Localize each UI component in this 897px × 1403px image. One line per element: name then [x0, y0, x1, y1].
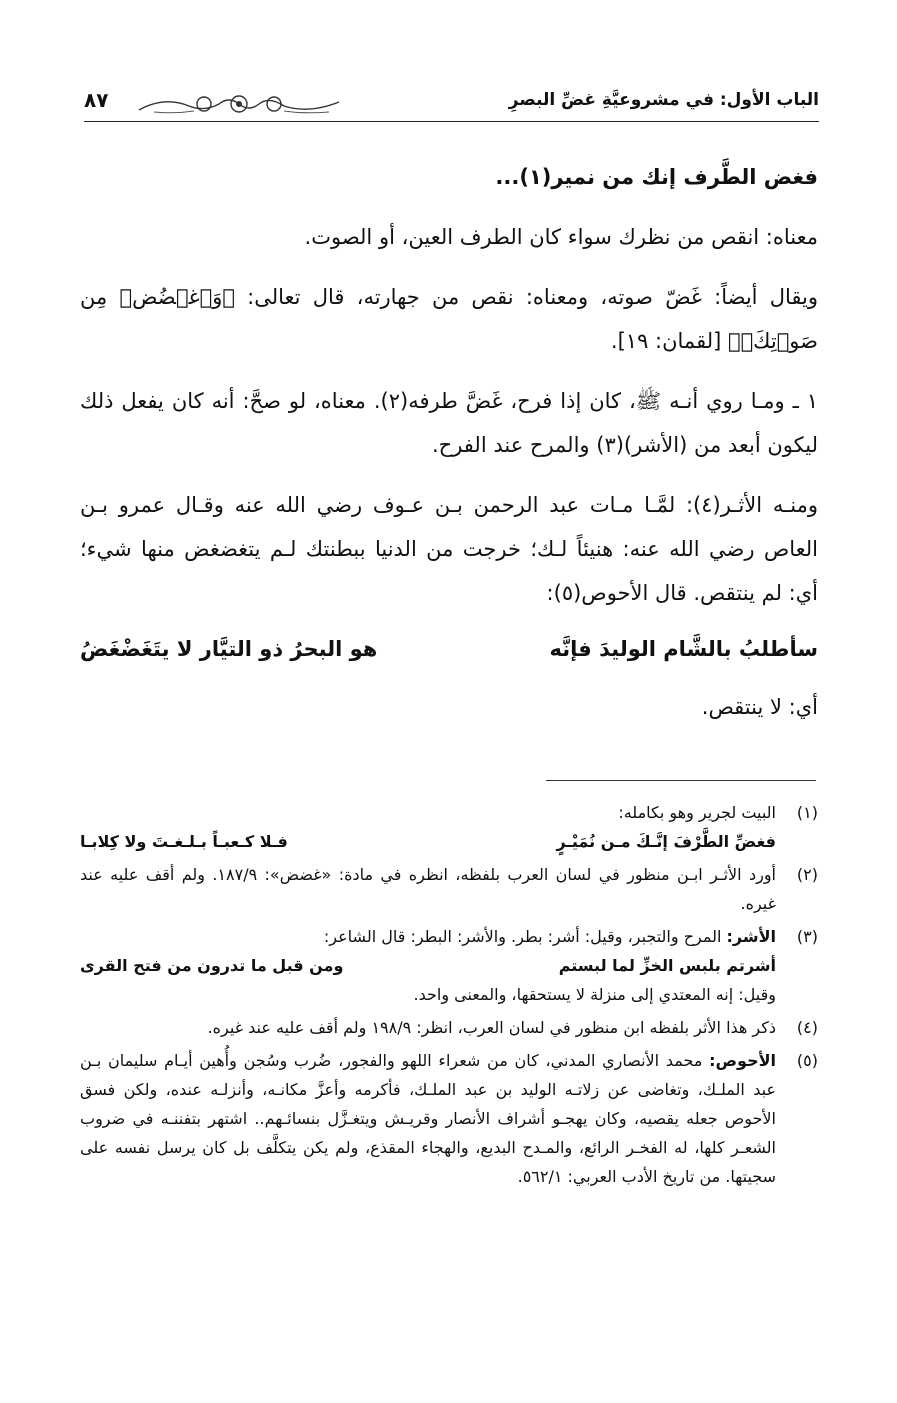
paragraph: معناه: انقص من نظرك سواء كان الطرف العين، أو الصوت. [304, 225, 818, 249]
opening-verse-line: فغض الطَّرف إنك من نمير(١)... [495, 165, 818, 189]
footnote-number: (٢) [796, 865, 818, 884]
verse-first-hemistich: فغضِّ الطَّرْفَ إنَّـكَ مـن نُمَيْـرٍ [556, 832, 776, 851]
paragraph: ومنـه الأثـر(٤): لمَّـا مـات عبد الرحمن بـن عـوف رضي الله عنه وقـال عمرو بـن العاص رضي الله عنه: هنيئاً لـك؛ خرجت من الدنيا ببطنتك لـم يتغضغض منها شيء؛ أي: لم ينتقص. قال الأحوص(٥): [80, 493, 818, 605]
footnote-number: (٣) [796, 927, 818, 946]
paragraph: ويقال أيضاً: غَضّ صوته، ومعناه: نقص من جهارته، قال تعالى: ﴿وَٱغۡضُضۡ مِن صَوۡتِكَۚ﴾ [لقمان: ١٩]. [80, 285, 818, 353]
verse-second-hemistich: فـلا كـعبـاً بـلـغـتَ ولا كِلابـا [80, 832, 288, 851]
page-header [84, 82, 819, 122]
footnote [80, 922, 818, 1009]
footnote-text: البيت لجرير وهو بكامله: [618, 803, 776, 822]
footnote-term: الأشر: [726, 927, 776, 946]
footnote-verse [80, 827, 776, 856]
verse-second-hemistich: هو البحرُ ذو التيَّار لا يتَغَضْغَضُ [80, 637, 378, 661]
footnote-number: (٥) [796, 1051, 818, 1070]
footnote-text: ذكر هذا الأثر بلفظه ابن منظور في لسان العرب، انظر: ١٩٨/٩ ولم أقف عليه عند غيره. [207, 1018, 776, 1037]
running-title: الباب الأول: في مشروعيَّةِ غضِّ البصرِ [508, 90, 819, 110]
main-text [80, 155, 818, 729]
verse-first-hemistich: أشرتم بلبس الخزِّ لما لبستم [558, 956, 776, 975]
header-divider [84, 121, 819, 122]
footnote-divider [546, 780, 816, 781]
poem-verse [80, 627, 818, 671]
footnote [80, 798, 818, 856]
footnotes [80, 798, 818, 1195]
footnote-text: محمد الأنصاري المدني، كان من شعراء اللهو والفجور، ضُرب وسُجن وأُهين أيـام سليمان بـن عبد الملـك، وتغاضى عن زلاتـه الوليد بن عبد الملـك، فأكرمه وأعزَّ مكانـه، وأنزلـه عنده، ولكن فسق الأحوص جعله يقصيه، وكان يهجـو أشراف الأنصار وقريـش ويتغـزَّل بنسائـهم.. اشتهر بتفننـه في ضروب الشعـر كلها، له الفخـر الرائع، والمـدح البديع، والهجاء المقذع، ولم يكن يتكلَّف بل كان يرسل نفسه على سجيتها. من تاريخ الأدب العربي: ٥٦٢/١. [80, 1051, 776, 1186]
footnote-number: (١) [796, 803, 818, 822]
ornament-icon [134, 92, 344, 116]
verse-second-hemistich: ومن قبل ما تدرون من فتح القرى [80, 956, 344, 975]
footnote-verse [80, 951, 776, 980]
paragraph: ١ ـ ومـا روي أنـه ﷺ، كان إذا فرح، غَضَّ طرفه(٢). معناه، لو صحَّ: أنه كان يفعل ذلك ليكون أبعد من (الأشر)(٣) والمرح عند الفرح. [80, 389, 818, 457]
footnote [80, 1046, 818, 1191]
footnote [80, 1013, 818, 1042]
verse-first-hemistich: سأطلبُ بالشَّام الوليدَ فإنَّه [549, 637, 818, 661]
page-number: ٨٧ [84, 88, 109, 112]
footnote [80, 860, 818, 918]
footnote-number: (٤) [796, 1018, 818, 1037]
footnote-text: أورد الأثـر ابـن منظور في لسان العرب بلفظه، انظره في مادة: «غضض»: ١٨٧/٩. ولم أقف عليه عند غيره. [80, 865, 776, 913]
footnote-text: وقيل: إنه المعتدي إلى منزلة لا يستحقها، والمعنى واحد. [413, 985, 776, 1004]
footnote-text: المرح والتجبر، وقيل: أشر: بطر. والأشر: البطر: قال الشاعر: [323, 927, 722, 946]
paragraph: أي: لا ينتقص. [701, 695, 818, 719]
footnote-term: الأحوص: [709, 1051, 776, 1070]
